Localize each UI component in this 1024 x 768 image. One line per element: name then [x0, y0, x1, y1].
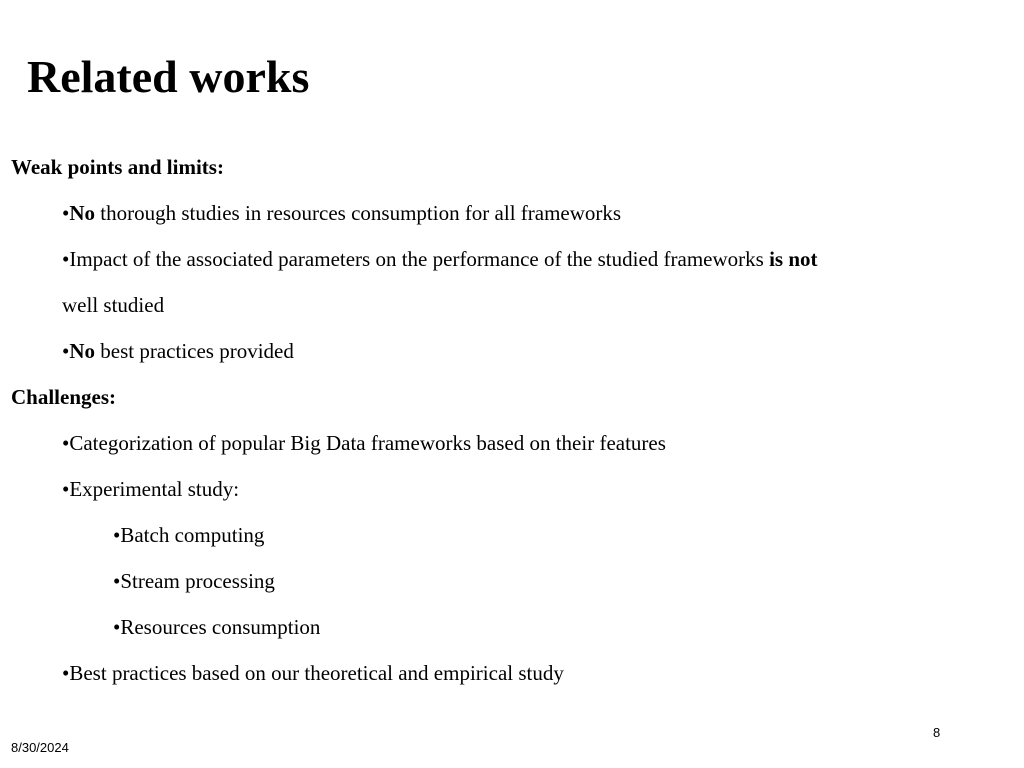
page-number: 8 — [933, 725, 941, 740]
bullet: • — [62, 201, 70, 225]
challenge-1-text: Categorization of popular Big Data frameworks based on their features — [69, 431, 666, 455]
challenge-2 — [0, 466, 1024, 512]
bullet: • — [113, 523, 121, 547]
sub-item-text: Stream processing — [120, 569, 275, 593]
weak-point-3 — [0, 328, 1024, 374]
bullet: • — [113, 569, 121, 593]
bullet: • — [113, 615, 121, 639]
sub-item-text: Batch computing — [120, 523, 265, 547]
emphasis-is-not: is not — [769, 247, 818, 271]
challenge-2-sub-2 — [0, 558, 1024, 604]
challenge-1 — [0, 420, 1024, 466]
emphasis-no: No — [69, 201, 96, 225]
weak-point-3-text: best practices provided — [95, 339, 294, 363]
sub-item-text: Resources consumption — [120, 615, 321, 639]
weak-point-1-text: thorough studies in resources consumption for all frameworks — [95, 201, 622, 225]
bullet: • — [62, 477, 70, 501]
challenge-2-sub-3 — [0, 604, 1024, 650]
slide-title: Related works — [27, 51, 310, 102]
weak-points-heading: Weak points and limits: — [11, 155, 224, 179]
bullet: • — [62, 247, 70, 271]
bullet: • — [62, 661, 70, 685]
slide-date: 8/30/2024 — [11, 740, 69, 755]
challenge-3 — [0, 650, 1024, 696]
bullet: • — [62, 431, 70, 455]
slide-body — [0, 144, 1024, 696]
challenges-heading: Challenges: — [11, 385, 116, 409]
weak-point-2-text: Impact of the associated parameters on the performance of the studied frameworks — [69, 247, 770, 271]
challenge-3-text: Best practices based on our theoretical and empirical study — [69, 661, 564, 685]
bullet: • — [62, 339, 70, 363]
challenge-2-sub-1 — [0, 512, 1024, 558]
emphasis-no: No — [69, 339, 96, 363]
challenge-2-text: Experimental study: — [69, 477, 240, 501]
weak-point-2 — [0, 236, 1024, 282]
weak-point-1 — [0, 190, 1024, 236]
weak-point-2-continuation: well studied — [62, 293, 165, 317]
